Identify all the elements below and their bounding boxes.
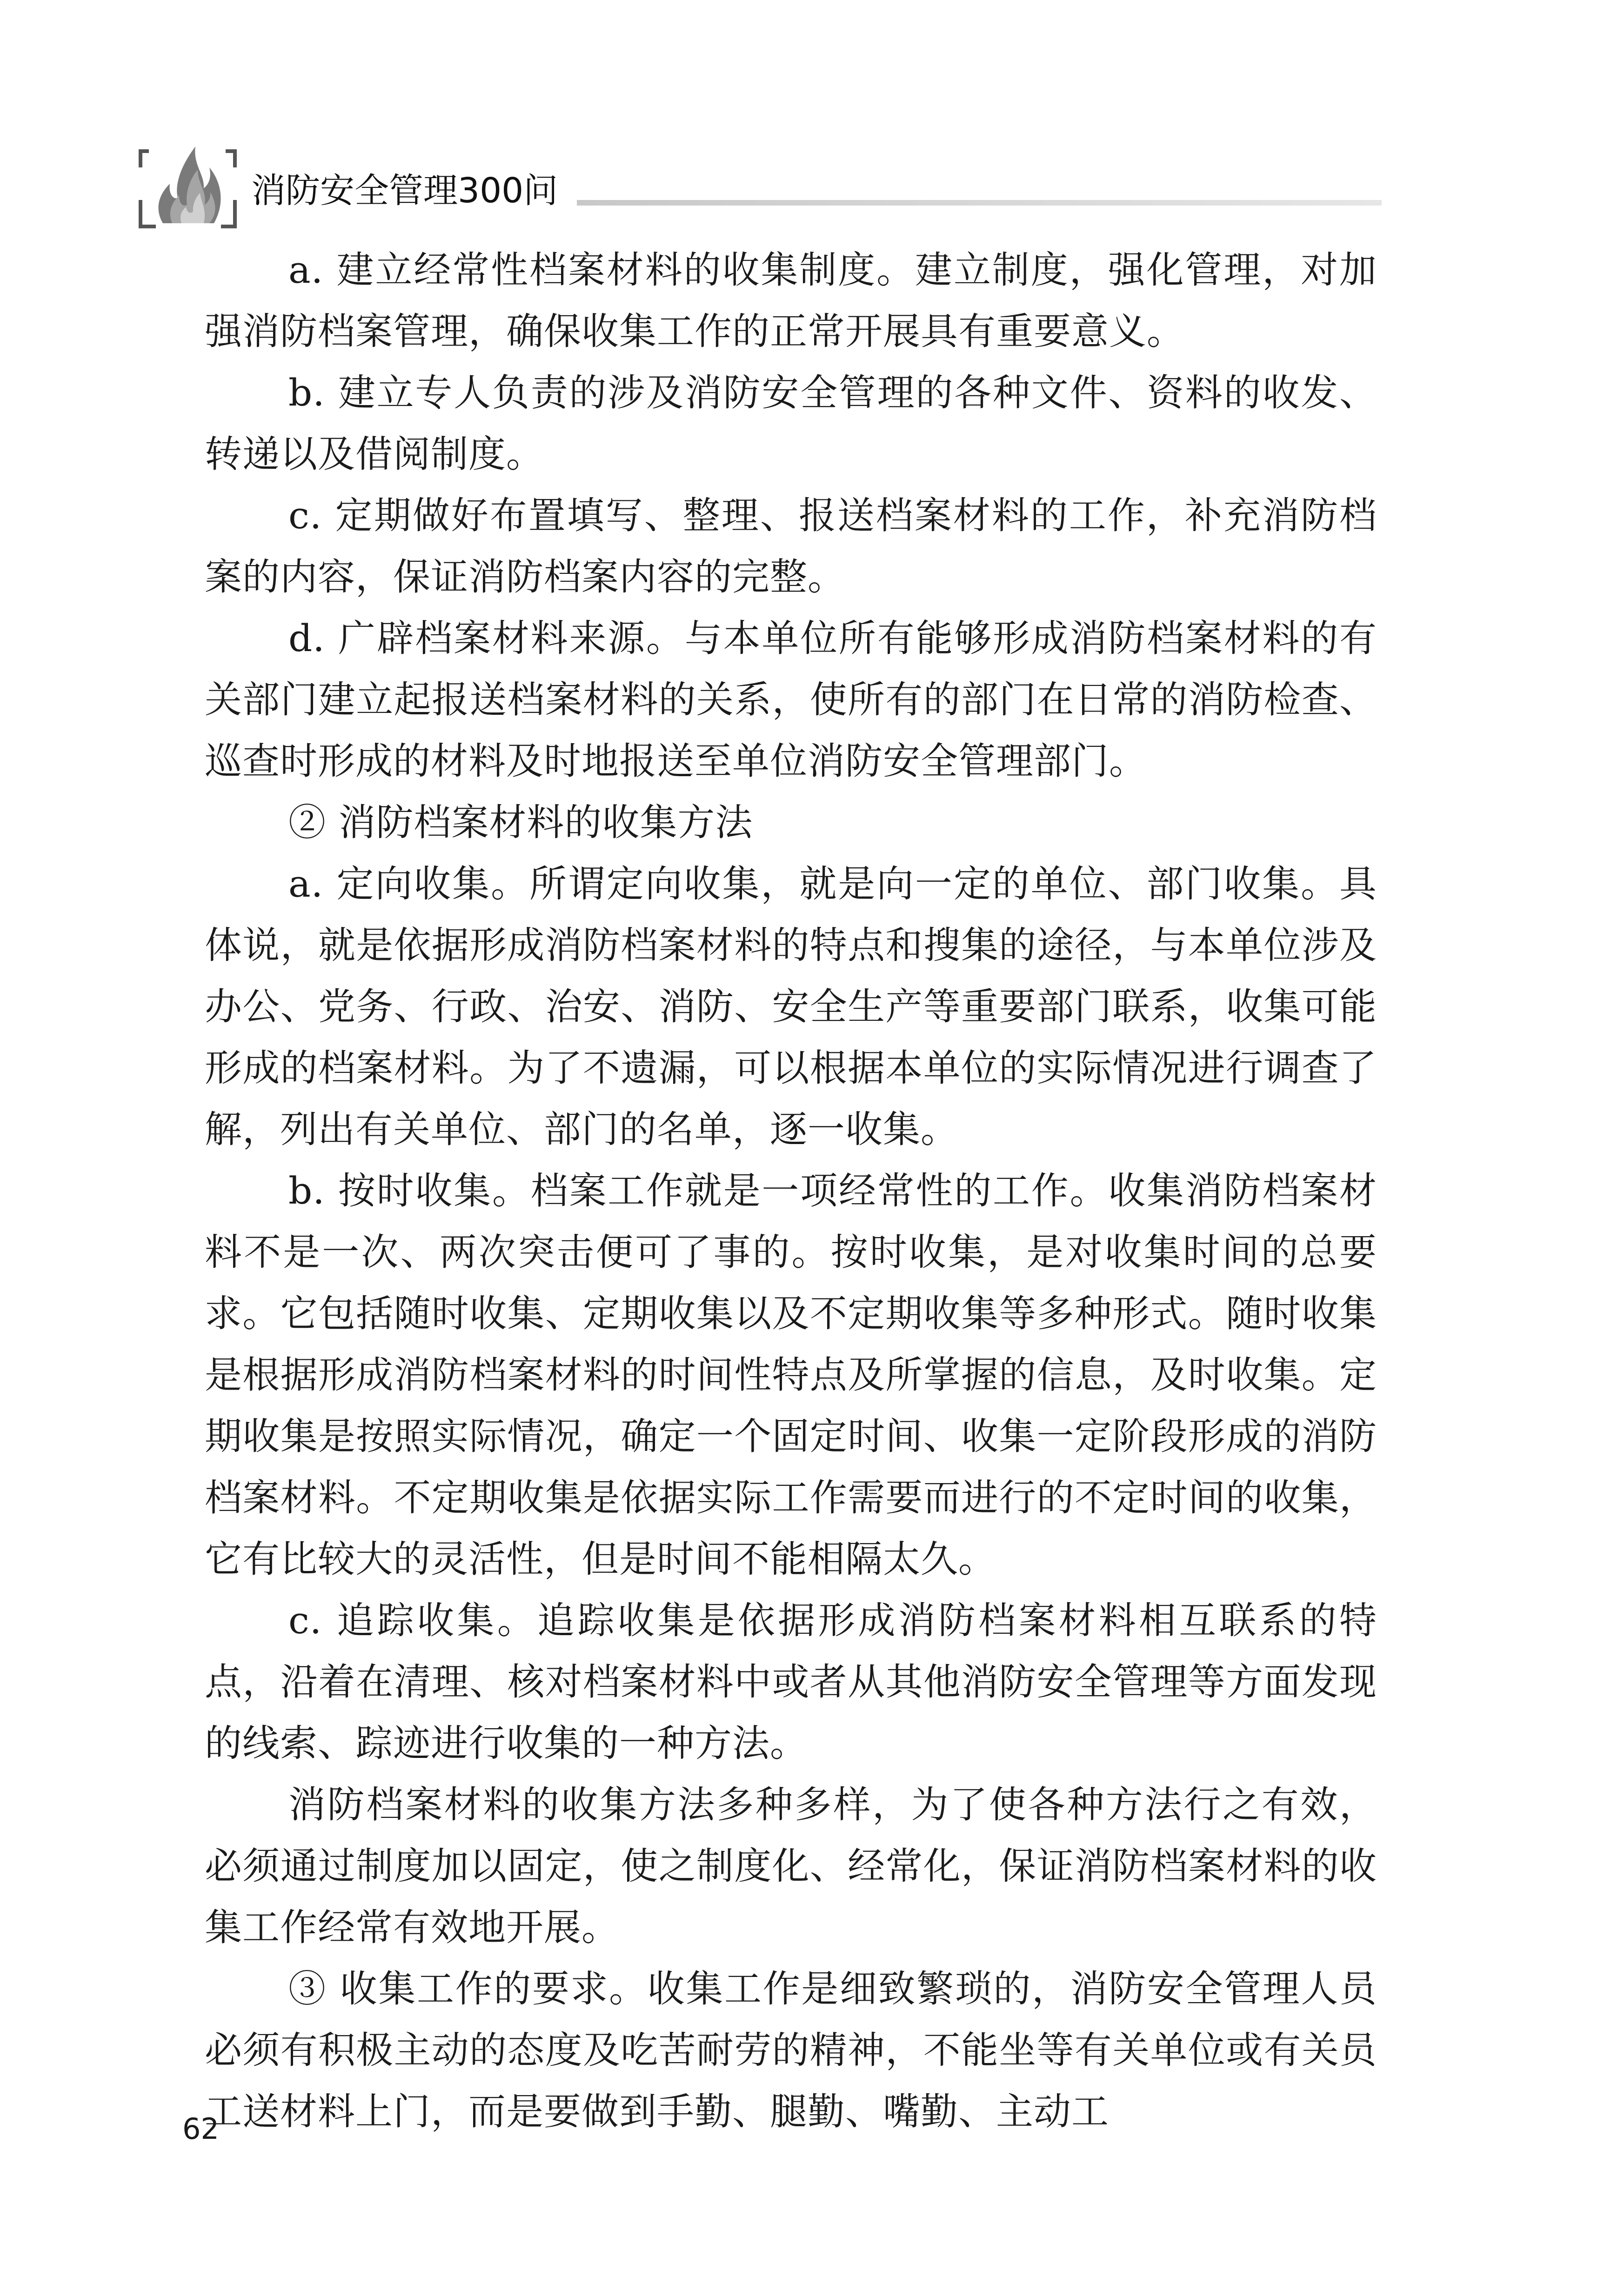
paragraph-collection-requirements: ③ 收集工作的要求。收集工作是细致繁琐的，消防安全管理人员必须有积极主动的态度及吃苦耐劳的精神，不能坐等有关单位或有关员工送材料上门，而是要做到手勤、腿勤、嘴勤、主动工: [205, 1967, 1377, 2133]
page-number: 62: [182, 2112, 219, 2146]
running-header: [135, 119, 1382, 235]
paragraph-methods-summary: 消防档案材料的收集方法多种多样，为了使各种方法行之有效，必须通过制度加以固定，使之制度化、经常化，保证消防档案材料的收集工作经常有效地开展。: [205, 1783, 1377, 1949]
book-title: 消防安全管理300问: [251, 171, 558, 211]
paragraph-c-tracking-collection: c. 追踪收集。追踪收集是依据形成消防档案材料相互联系的特点，沿着在清理、核对档案材料中或者从其他消防安全管理等方面发现的线索、踪迹进行收集的一种方法。: [205, 1599, 1377, 1765]
section-heading-collection-methods: ② 消防档案材料的收集方法: [288, 801, 753, 844]
flame-logo-icon: [135, 119, 242, 235]
paragraph-b-timed-collection: b. 按时收集。档案工作就是一项经常性的工作。收集消防档案材料不是一次、两次突击便可了事的。按时收集，是对收集时间的总要求。它包括随时收集、定期收集以及不定期收集等多种形式。随时收集是根据形成消防档案材料的时间性特点及所掌握的信息，及时收集。定期收集是按照实际情况，确定一个固定时间、收集一定阶段形成的消防档案材料。不定期收集是依据实际工作需要而进行的不定时间的收集，它有比较大的灵活性，但是时间不能相隔太久。: [205, 1169, 1377, 1581]
paragraph-c-regular-filing: c. 定期做好布置填写、整理、报送档案材料的工作，补充消防档案的内容，保证消防档案内容的完整。: [205, 494, 1377, 599]
paragraph-d-sources: d. 广辟档案材料来源。与本单位所有能够形成消防档案材料的有关部门建立起报送档案材料的关系，使所有的部门在日常的消防检查、巡查时形成的材料及时地报送至单位消防安全管理部门。: [205, 617, 1377, 783]
paragraph-a-collection-system: a. 建立经常性档案材料的收集制度。建立制度，强化管理，对加强消防档案管理，确保收集工作的正常开展具有重要意义。: [205, 248, 1377, 353]
header-rule: [577, 200, 1382, 206]
paragraph-a-directed-collection: a. 定向收集。所谓定向收集，就是向一定的单位、部门收集。具体说，就是依据形成消防档案材料的特点和搜集的途径，与本单位涉及办公、党务、行政、治安、消防、安全生产等重要部门联系，收集可能形成的档案材料。为了不遗漏，可以根据本单位的实际情况进行调查了解，列出有关单位、部门的名单，逐一收集。: [205, 862, 1377, 1151]
paragraph-b-file-handling: b. 建立专人负责的涉及消防安全管理的各种文件、资料的收发、转递以及借阅制度。: [205, 371, 1377, 476]
page-body: [205, 240, 1377, 2143]
